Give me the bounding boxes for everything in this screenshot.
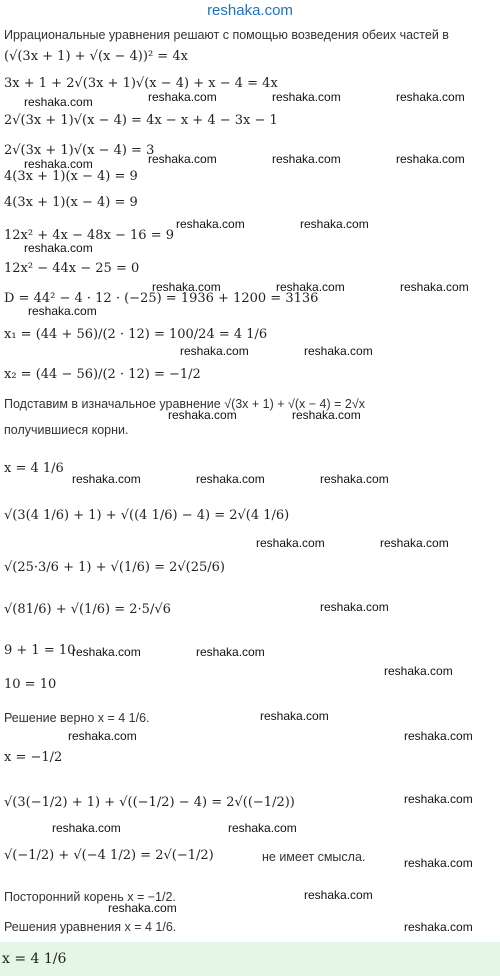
watermark: reshaka.com	[72, 472, 141, 486]
watermark: reshaka.com	[168, 408, 237, 422]
step-7: 12x² + 4x − 48x − 16 = 9	[4, 228, 175, 243]
answer-value: x = 4 1/6	[2, 951, 67, 967]
check2-line-1: √(3(−1/2) + 1) + √((−1/2) − 4) = 2√((−1/2))	[4, 795, 295, 810]
check1-line-5: 10 = 10	[4, 677, 57, 692]
watermark: reshaka.com	[72, 645, 141, 659]
watermark: reshaka.com	[404, 729, 473, 743]
check2-line-2: √(−1/2) + √(−4 1/2) = 2√(−1/2)	[4, 848, 214, 863]
extraneous-root: Посторонний корень x = −1/2.	[4, 890, 176, 904]
watermark: reshaka.com	[148, 90, 217, 104]
watermark: reshaka.com	[300, 217, 369, 231]
watermark: reshaka.com	[176, 217, 245, 231]
watermark: reshaka.com	[28, 304, 97, 318]
watermark: reshaka.com	[404, 856, 473, 870]
watermark: reshaka.com	[68, 729, 137, 743]
watermark: reshaka.com	[256, 536, 325, 550]
step-3: 2√(3x + 1)√(x − 4) = 4x − x + 4 − 3x − 1	[4, 113, 278, 128]
watermark: reshaka.com	[24, 157, 93, 171]
watermark: reshaka.com	[400, 280, 469, 294]
step-6: 4(3x + 1)(x − 4) = 9	[4, 195, 138, 210]
watermark: reshaka.com	[320, 472, 389, 486]
verdict-correct: Решение верно x = 4 1/6.	[4, 711, 150, 725]
step-4: 2√(3x + 1)√(x − 4) = 3	[4, 143, 155, 158]
intro-text: Иррациональные уравнения решают с помощью возведения обеих частей в	[4, 28, 449, 42]
solution-label: Решения уравнения x = 4 1/6.	[4, 920, 177, 934]
watermark: reshaka.com	[108, 901, 177, 915]
watermark: reshaka.com	[396, 152, 465, 166]
watermark: reshaka.com	[380, 536, 449, 550]
watermark: reshaka.com	[196, 472, 265, 486]
watermark: reshaka.com	[276, 280, 345, 294]
watermark: reshaka.com	[304, 344, 373, 358]
watermark: reshaka.com	[260, 709, 329, 723]
watermark: reshaka.com	[148, 152, 217, 166]
check1-line-1: √(3(4 1/6) + 1) + √((4 1/6) − 4) = 2√(4 1/6)	[4, 508, 290, 523]
watermark: reshaka.com	[292, 408, 361, 422]
root-x1: x₁ = (44 + 56)/(2 · 12) = 100/24 = 4 1/6	[4, 327, 268, 342]
check1-line-2: √(25·3/6 + 1) + √(1/6) = 2√(25/6)	[4, 560, 226, 575]
watermark: reshaka.com	[24, 95, 93, 109]
watermark: reshaka.com	[24, 241, 93, 255]
watermark: reshaka.com	[396, 90, 465, 104]
step-5: 4(3x + 1)(x − 4) = 9	[4, 169, 138, 184]
watermark: reshaka.com	[152, 280, 221, 294]
step-8: 12x² − 44x − 25 = 0	[4, 261, 140, 276]
check2-x: x = −1/2	[4, 750, 63, 765]
watermark: reshaka.com	[404, 920, 473, 934]
answer-box	[0, 942, 500, 976]
root-x2: x₂ = (44 − 56)/(2 · 12) = −1/2	[4, 367, 201, 382]
step-2: 3x + 1 + 2√(3x + 1)√(x − 4) + x − 4 = 4x	[4, 76, 278, 91]
step-1: (√(3x + 1) + √(x − 4))² = 4x	[4, 49, 188, 64]
substitute-text-2: получившиеся корни.	[4, 423, 129, 437]
no-sense-text: не имеет смысла.	[262, 850, 366, 864]
check1-x: x = 4 1/6	[4, 461, 64, 476]
watermark: reshaka.com	[272, 152, 341, 166]
watermark: reshaka.com	[272, 90, 341, 104]
watermark: reshaka.com	[384, 664, 453, 678]
substitute-text: Подставим в изначальное уравнение √(3x + 1) + √(x − 4) = 2√x	[4, 397, 365, 411]
watermark: reshaka.com	[180, 344, 249, 358]
site-header[interactable]: reshaka.com	[207, 2, 293, 19]
watermark: reshaka.com	[52, 821, 121, 835]
watermark: reshaka.com	[320, 600, 389, 614]
check1-line-4: 9 + 1 = 10	[4, 643, 76, 658]
watermark: reshaka.com	[404, 792, 473, 806]
watermark: reshaka.com	[304, 888, 373, 902]
check1-line-3: √(81/6) + √(1/6) = 2·5/√6	[4, 602, 171, 617]
watermark: reshaka.com	[196, 645, 265, 659]
discriminant: D = 44² − 4 · 12 · (−25) = 1936 + 1200 = 3136	[4, 291, 319, 306]
watermark: reshaka.com	[228, 821, 297, 835]
